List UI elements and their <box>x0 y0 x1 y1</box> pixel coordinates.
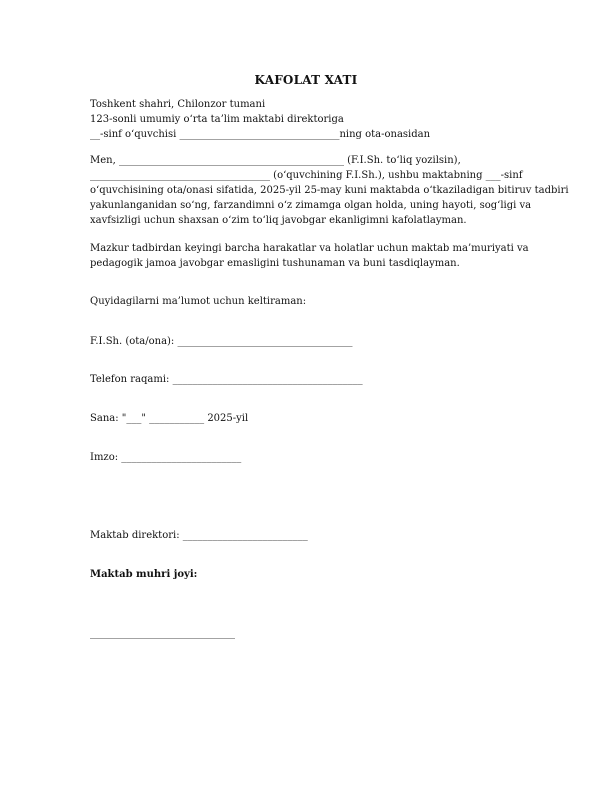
paragraph1-line-1: Men, _____________________________________________ (F.I.Sh. to‘liq yozilsin), <box>90 155 461 166</box>
paragraph1-line-5: xavfsizligi uchun shaxsan o‘zim to‘liq javobgar ekanligimni kafolatlayman. <box>90 215 467 226</box>
paragraph1-line-2: ____________________________________ (o‘quvchining F.I.Sh.), ushbu maktabning ___-sinf <box>90 170 523 181</box>
info-intro: Quyidagilarni ma’lumot uchun keltiraman: <box>90 296 307 307</box>
date-field: Sana: "___" ___________ 2025-yil <box>90 413 249 424</box>
signature-field: Imzo: ________________________ <box>90 452 242 463</box>
header-school-line: 123-sonli umumiy o‘rta ta’lim maktabi direktoriga <box>90 114 344 125</box>
paragraph1-line-3: o‘quvchisining ota/onasi sifatida, 2025-yil 25-may kuni maktabda o‘tkaziladigan bitiruv tadbiri <box>90 185 569 196</box>
fish-field: F.I.Sh. (ota/ona): ___________________________________ <box>90 336 353 347</box>
document-title: KAFOLAT XATI <box>254 73 358 87</box>
paragraph2-line-2: pedagogik jamoa javobgar emasligini tushunaman va buni tasdiqlayman. <box>90 258 460 269</box>
stamp-line: _____________________________ <box>90 628 235 639</box>
stamp-label: Maktab muhri joyi: <box>90 569 198 580</box>
phone-field: Telefon raqami: ______________________________________ <box>90 374 363 385</box>
paragraph1-line-4: yakunlanganidan so‘ng, farzandimni o‘z zimamga olgan holda, uning hayoti, sog‘ligi va <box>90 200 532 211</box>
header-city-line: Toshkent shahri, Chilonzor tumani <box>90 99 266 110</box>
director-field: Maktab direktori: _________________________ <box>90 530 308 541</box>
header-student-line: __-sinf o‘quvchisi ________________________________ning ota-onasidan <box>90 129 431 140</box>
paragraph2-line-1: Mazkur tadbirdan keyingi barcha harakatlar va holatlar uchun maktab ma’muriyati va <box>90 243 529 254</box>
